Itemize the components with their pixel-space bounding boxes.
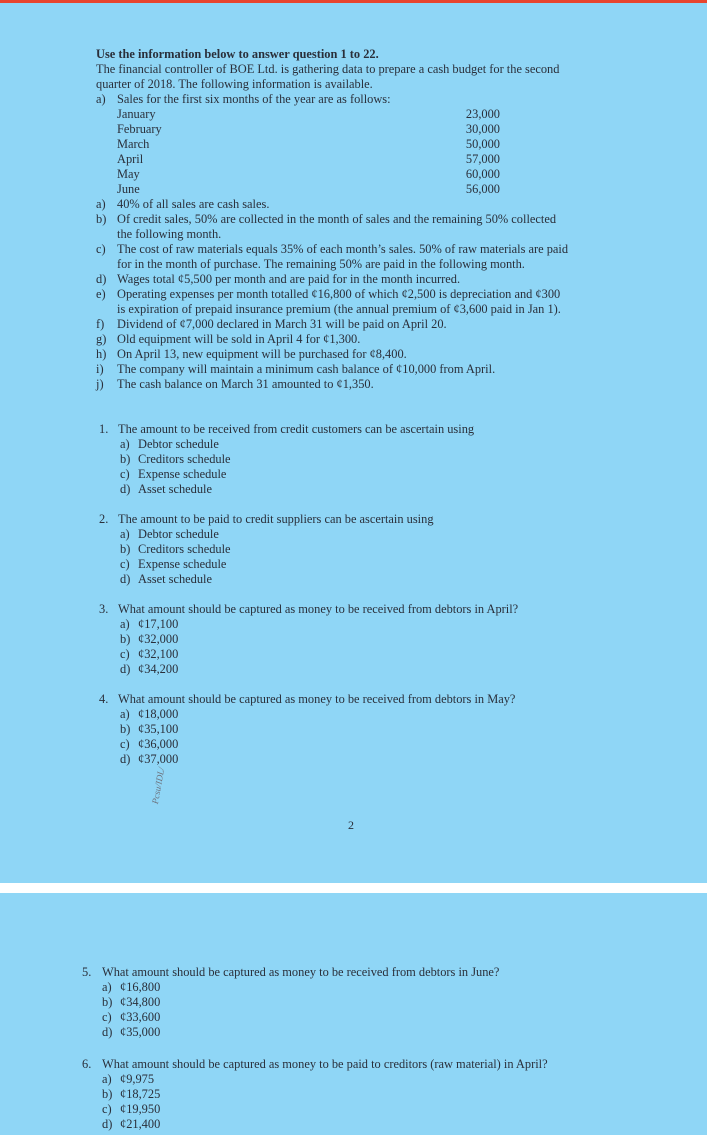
option-label: d)	[120, 572, 131, 586]
sales-value: 56,000	[465, 182, 500, 196]
option-label: b)	[120, 452, 131, 466]
page-separator	[0, 883, 707, 893]
sales-value: 60,000	[465, 167, 500, 181]
page-number: 2	[348, 818, 354, 832]
option-text: Creditors schedule	[138, 452, 231, 466]
sales-value: 57,000	[465, 152, 500, 166]
option-label: c)	[120, 467, 130, 481]
sales-month: April	[117, 152, 144, 166]
question-text: What amount should be captured as money to be received from debtors in June?	[102, 965, 500, 979]
fact-label: g)	[96, 332, 107, 346]
document-page-2	[0, 3, 707, 883]
option-text: ¢35,100	[138, 722, 179, 736]
option-text: ¢16,800	[120, 980, 161, 994]
fact-text: The cost of raw materials equals 35% of each month’s sales. 50% of raw materials are paid	[117, 242, 569, 256]
fact-label: b)	[96, 212, 107, 226]
option-text: ¢17,100	[138, 617, 179, 631]
sales-month: March	[117, 137, 150, 151]
document-page-3	[0, 893, 707, 1135]
intro-line: quarter of 2018. The following information is available.	[96, 77, 373, 91]
option-label: c)	[120, 737, 130, 751]
option-text: Asset schedule	[138, 482, 212, 496]
question-text: What amount should be captured as money to be paid to creditors (raw material) in April?	[102, 1057, 548, 1071]
fact-text: Of credit sales, 50% are collected in the month of sales and the remaining 50% collected	[117, 212, 557, 226]
option-text: Debtor schedule	[138, 437, 219, 451]
option-text: Debtor schedule	[138, 527, 219, 541]
option-label: b)	[120, 722, 131, 736]
option-label: d)	[120, 662, 131, 676]
option-label: c)	[102, 1102, 112, 1116]
option-text: ¢18,725	[120, 1087, 161, 1101]
option-label: a)	[120, 617, 130, 631]
option-text: Expense schedule	[138, 467, 227, 481]
option-label: b)	[120, 632, 131, 646]
option-text: ¢34,800	[120, 995, 161, 1009]
section-heading: Use the information below to answer question 1 to 22.	[96, 47, 379, 61]
sales-value: 23,000	[465, 107, 500, 121]
question-number: 2.	[99, 512, 109, 526]
option-text: ¢19,950	[120, 1102, 161, 1116]
question-text: The amount to be paid to credit suppliers can be ascertain using	[118, 512, 434, 526]
option-label: a)	[120, 437, 130, 451]
question-text: The amount to be received from credit customers can be ascertain using	[118, 422, 475, 436]
item-label: a)	[96, 92, 106, 106]
fact-text: Dividend of ¢7,000 declared in March 31 will be paid on April 20.	[117, 317, 447, 331]
option-label: a)	[102, 1072, 112, 1086]
fact-text: Wages total ¢5,500 per month and are paid for in the month incurred.	[117, 272, 461, 286]
sales-month: February	[117, 122, 162, 136]
fact-label: h)	[96, 347, 107, 361]
item-text: Sales for the first six months of the year are as follows:	[117, 92, 391, 106]
option-text: ¢32,100	[138, 647, 179, 661]
fact-label: c)	[96, 242, 106, 256]
option-text: ¢35,000	[120, 1025, 161, 1039]
question-text: What amount should be captured as money to be received from debtors in May?	[118, 692, 516, 706]
fact-text: for in the month of purchase. The remaining 50% are paid in the following month.	[117, 257, 525, 271]
option-label: d)	[120, 482, 131, 496]
fact-text: On April 13, new equipment will be purchased for ¢8,400.	[117, 347, 407, 361]
question-number: 4.	[99, 692, 109, 706]
option-label: c)	[102, 1010, 112, 1024]
fact-label: i)	[96, 362, 104, 376]
option-text: Asset schedule	[138, 572, 212, 586]
sales-month: May	[117, 167, 140, 181]
margin-stamp: Pcsu/IDL/	[150, 766, 167, 805]
option-label: a)	[120, 707, 130, 721]
option-label: c)	[120, 557, 130, 571]
option-label: d)	[102, 1117, 113, 1131]
option-text: ¢18,000	[138, 707, 179, 721]
fact-text: The cash balance on March 31 amounted to ¢1,350.	[117, 377, 374, 391]
option-text: ¢34,200	[138, 662, 179, 676]
option-text: Expense schedule	[138, 557, 227, 571]
sales-month: June	[117, 182, 140, 196]
question-number: 3.	[99, 602, 109, 616]
fact-label: e)	[96, 287, 106, 301]
option-text: ¢36,000	[138, 737, 179, 751]
fact-label: d)	[96, 272, 107, 286]
intro-line: The financial controller of BOE Ltd. is gathering data to prepare a cash budget for the second	[96, 62, 560, 76]
option-label: b)	[120, 542, 131, 556]
option-text: ¢21,400	[120, 1117, 161, 1131]
option-label: d)	[120, 752, 131, 766]
fact-text: the following month.	[117, 227, 222, 241]
option-text: ¢37,000	[138, 752, 179, 766]
option-text: ¢33,600	[120, 1010, 161, 1024]
option-label: b)	[102, 995, 113, 1009]
option-label: a)	[102, 980, 112, 994]
question-number: 6.	[82, 1057, 92, 1071]
fact-text: Old equipment will be sold in April 4 for ¢1,300.	[117, 332, 361, 346]
fact-label: f)	[96, 317, 105, 331]
sales-value: 50,000	[465, 137, 500, 151]
fact-text: The company will maintain a minimum cash balance of ¢10,000 from April.	[117, 362, 496, 376]
fact-label: j)	[96, 377, 104, 391]
option-label: b)	[102, 1087, 113, 1101]
option-label: c)	[120, 647, 130, 661]
option-text: Creditors schedule	[138, 542, 231, 556]
fact-text: Operating expenses per month totalled ¢16,800 of which ¢2,500 is depreciation and ¢300	[117, 287, 561, 301]
question-number: 1.	[99, 422, 109, 436]
fact-text: is expiration of prepaid insurance premium (the annual premium of ¢3,600 paid in Jan 1).	[117, 302, 561, 316]
fact-text: 40% of all sales are cash sales.	[117, 197, 270, 211]
option-text: ¢32,000	[138, 632, 179, 646]
sales-value: 30,000	[465, 122, 500, 136]
sales-month: January	[117, 107, 156, 121]
fact-label: a)	[96, 197, 106, 211]
option-label: d)	[102, 1025, 113, 1039]
question-number: 5.	[82, 965, 92, 979]
option-text: ¢9,975	[120, 1072, 155, 1086]
question-text: What amount should be captured as money to be received from debtors in April?	[118, 602, 519, 616]
option-label: a)	[120, 527, 130, 541]
